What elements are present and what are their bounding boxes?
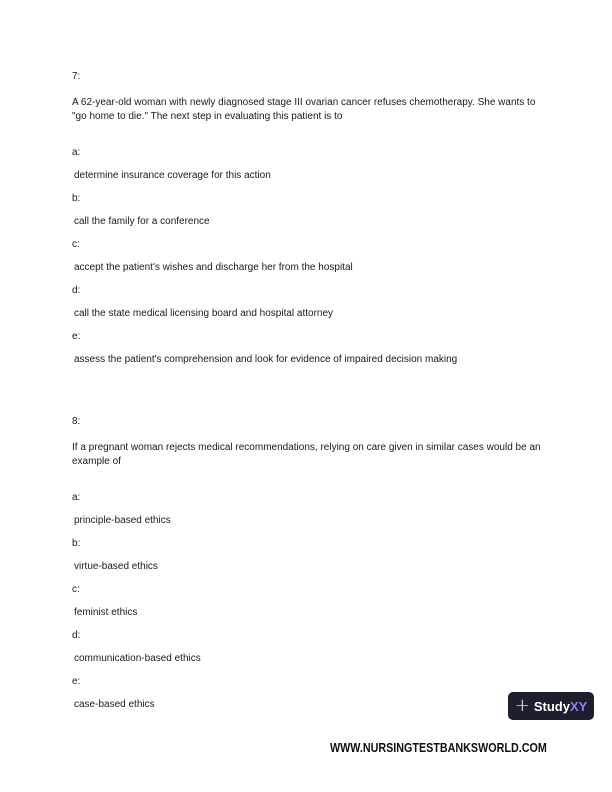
question-number: 8:: [72, 416, 81, 427]
option-text-c: accept the patient's wishes and discharge her from the hospital: [74, 262, 353, 273]
brand-logo-text: [534, 699, 587, 714]
studyxy-badge[interactable]: [508, 692, 594, 720]
option-letter-b: b:: [72, 193, 81, 204]
option-text-d: call the state medical licensing board and hospital attorney: [74, 308, 334, 319]
option-text-b: virtue-based ethics: [74, 561, 158, 572]
option-text-a: determine insurance coverage for this action: [74, 170, 271, 181]
brand-main: Study: [533, 698, 570, 714]
option-letter-b: b:: [72, 538, 81, 549]
option-letter-d: d:: [72, 285, 81, 296]
option-text-e: case-based ethics: [74, 699, 155, 710]
option-letter-e: e:: [72, 676, 81, 687]
question-7: [72, 70, 542, 367]
option-letter-a: a:: [72, 147, 81, 158]
option-letter-d: d:: [72, 630, 81, 641]
option-letter-c: c:: [72, 239, 80, 250]
option-text-a: principle-based ethics: [74, 515, 171, 526]
option-letter-c: c:: [72, 584, 80, 595]
question-text: If a pregnant woman rejects medical recommendations, relying on care given in similar cases would be an example of: [72, 442, 541, 467]
brand-accent: XY: [569, 698, 588, 714]
option-letter-e: e:: [72, 331, 81, 342]
plus-icon: +: [514, 695, 530, 716]
option-text-e: assess the patient's comprehension and look for evidence of impaired decision making: [74, 354, 458, 365]
answer-options: [72, 491, 542, 712]
option-text-d: communication-based ethics: [74, 653, 201, 664]
answer-options: [72, 146, 542, 367]
question-number: 7:: [72, 71, 81, 82]
question-8: [72, 415, 542, 712]
option-text-c: feminist ethics: [74, 607, 138, 618]
footer-url: WWW.NURSINGTESTBANKSWORLD.COM: [330, 741, 547, 755]
question-text: A 62-year-old woman with newly diagnosed stage III ovarian cancer refuses chemotherapy. She wants to "go home to die." The next step in evaluating this patient is to: [72, 97, 536, 122]
option-letter-a: a:: [72, 492, 81, 503]
option-text-b: call the family for a conference: [74, 216, 210, 227]
